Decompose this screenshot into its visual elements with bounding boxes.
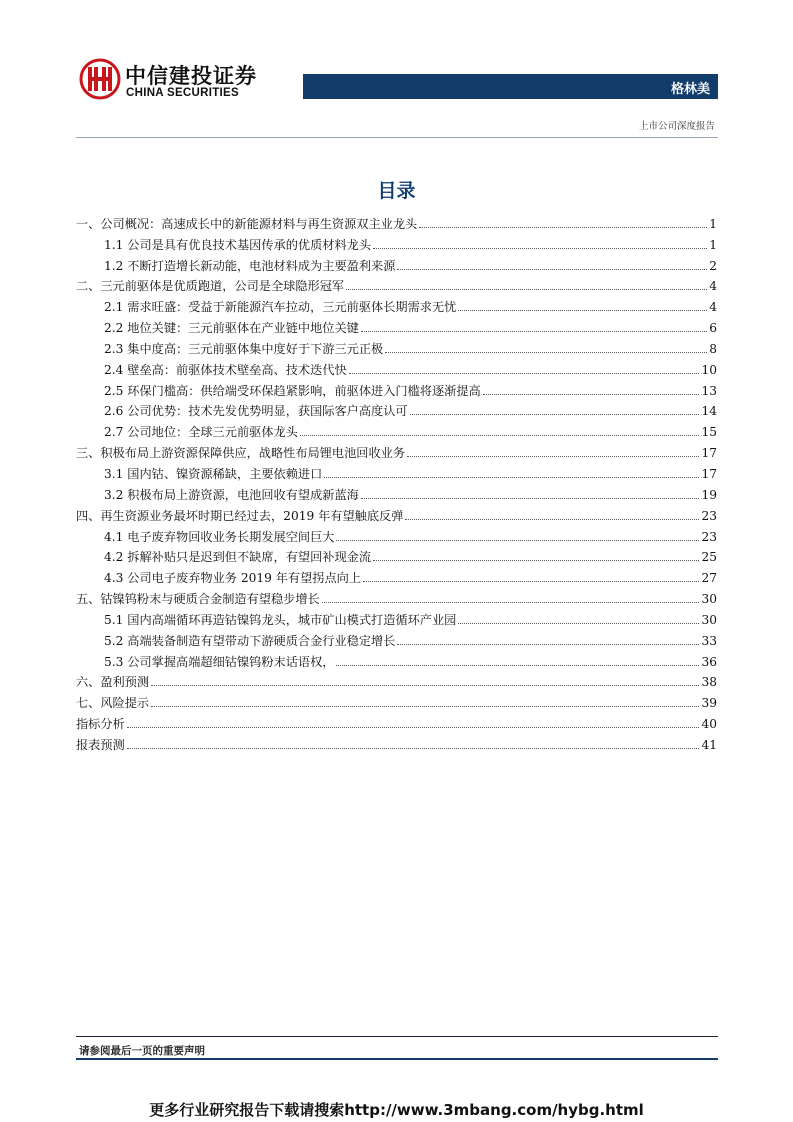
toc-page-number: 15: [701, 425, 717, 440]
toc-title: 目录: [377, 180, 416, 202]
toc-page-number: 13: [701, 383, 717, 398]
toc-dot-leader: [458, 309, 707, 311]
toc-page-number: 2: [709, 258, 717, 273]
toc-entry-label: 指标分析: [76, 717, 125, 732]
china-securities-logo: [79, 58, 309, 102]
toc-entry-label: 1.2 不断打造增长新动能，电池材料成为主要盈利来源: [104, 258, 396, 273]
toc-entry-label: 2.1 需求旺盛：受益于新能源汽车拉动，三元前驱体长期需求无忧: [104, 300, 457, 315]
toc-dot-leader: [349, 372, 700, 374]
toc-page-number: 30: [701, 592, 717, 607]
table-of-contents: [76, 210, 717, 752]
toc-page-number: 19: [701, 487, 717, 502]
toc-entry[interactable]: [76, 398, 717, 419]
toc-entry[interactable]: [76, 689, 717, 710]
toc-entry[interactable]: [76, 439, 717, 460]
toc-page-number: 39: [701, 696, 717, 711]
header-divider: [76, 137, 718, 138]
toc-page-number: 33: [701, 633, 717, 648]
toc-page-number: 10: [701, 362, 717, 377]
promo-text: 更多行业研究报告下载请搜索http://www.3mbang.com/hybg.html: [149, 1101, 644, 1119]
report-type: 上市公司深度报告: [638, 121, 715, 132]
toc-entry-label: 二、三元前驱体是优质跑道，公司是全球隐形冠军: [76, 279, 345, 294]
toc-dot-leader: [363, 580, 699, 582]
toc-entry[interactable]: [76, 627, 717, 648]
toc-entry-label: 七、风险提示: [76, 696, 150, 711]
toc-dot-leader: [483, 393, 700, 395]
toc-dot-leader: [346, 288, 707, 290]
toc-entry[interactable]: [76, 460, 717, 481]
toc-entry-label: 2.6 公司优势：技术先发优势明显，获国际客户高度认可: [104, 404, 408, 419]
toc-page-number: 30: [701, 612, 717, 627]
toc-dot-leader: [336, 539, 699, 541]
toc-entry-label: 5.1 国内高端循环再造钴镍钨龙头，城市矿山模式打造循环产业园: [104, 612, 457, 627]
toc-entry-label: 2.2 地位关键：三元前驱体在产业链中地位关键: [104, 321, 359, 336]
toc-page-number: 8: [709, 341, 717, 356]
disclaimer-note: 请参阅最后一页的重要声明: [79, 1045, 205, 1057]
toc-dot-leader: [397, 268, 707, 270]
toc-page-number: 4: [709, 279, 717, 294]
toc-dot-leader: [397, 643, 699, 645]
toc-entry-label: 2.4 壁垒高：前驱体技术壁垒高、技术迭代快: [104, 362, 347, 377]
toc-entry[interactable]: [76, 418, 717, 439]
toc-page-number: 14: [701, 404, 717, 419]
toc-entry[interactable]: [76, 648, 717, 669]
toc-dot-leader: [373, 559, 699, 561]
toc-entry[interactable]: [76, 731, 717, 752]
toc-page-number: 17: [701, 466, 717, 481]
toc-entry-label: 五、钴镍钨粉末与硬质合金制造有望稳步增长: [76, 592, 320, 607]
toc-dot-leader: [324, 476, 699, 478]
toc-entry[interactable]: [76, 606, 717, 627]
toc-entry[interactable]: [76, 210, 717, 231]
toc-entry[interactable]: [76, 252, 717, 273]
toc-dot-leader: [322, 601, 700, 603]
toc-dot-leader: [361, 497, 700, 499]
toc-dot-leader: [385, 351, 707, 353]
toc-page-number: 27: [701, 571, 717, 586]
toc-page-number: 25: [701, 550, 717, 565]
toc-page-number: 23: [701, 508, 717, 523]
toc-entry-label: 5.2 高端装备制造有望带动下游硬质合金行业稳定增长: [104, 633, 396, 648]
toc-entry[interactable]: [76, 523, 717, 544]
toc-entry-label: 4.3 公司电子废弃物业务 2019 年有望拐点向上: [104, 571, 362, 586]
toc-entry[interactable]: [76, 502, 717, 523]
toc-entry-label: 3.2 积极布局上游资源，电池回收有望成新蓝海: [104, 487, 359, 502]
footer-divider: [76, 1036, 718, 1037]
toc-page-number: 38: [701, 675, 717, 690]
toc-dot-leader: [407, 455, 699, 457]
footer-rule: [76, 1058, 718, 1060]
toc-dot-leader: [336, 664, 699, 666]
toc-page-number: 4: [709, 300, 717, 315]
toc-entry-label: 2.5 环保门槛高：供给端受环保趋紧影响，前驱体进入门槛将逐渐提高: [104, 383, 481, 398]
logo-chinese-name: 中信建投证券: [125, 64, 257, 88]
toc-page-number: 36: [701, 654, 717, 669]
header-bar: [303, 74, 718, 99]
toc-page-number: 6: [709, 321, 717, 336]
toc-entry[interactable]: [76, 335, 717, 356]
toc-entry-label: 报表预测: [76, 737, 125, 752]
toc-dot-leader: [151, 684, 699, 686]
toc-dot-leader: [151, 705, 699, 707]
toc-entry[interactable]: [76, 293, 717, 314]
toc-page-number: 1: [709, 216, 717, 231]
toc-dot-leader: [300, 434, 700, 436]
toc-entry[interactable]: [76, 481, 717, 502]
toc-page-number: 17: [701, 446, 717, 461]
toc-entry[interactable]: [76, 669, 717, 690]
toc-dot-leader: [127, 747, 700, 749]
toc-entry[interactable]: [76, 231, 717, 252]
toc-entry-label: 四、再生资源业务最坏时期已经过去，2019 年有望触底反弹: [76, 508, 404, 523]
toc-page-number: 40: [701, 717, 717, 732]
toc-entry[interactable]: [76, 314, 717, 335]
toc-entry[interactable]: [76, 544, 717, 565]
toc-entry-label: 3.1 国内钴、镍资源稀缺，主要依赖进口: [104, 466, 323, 481]
toc-page-number: 1: [709, 237, 717, 252]
toc-page-number: 23: [701, 529, 717, 544]
toc-dot-leader: [419, 226, 707, 228]
toc-dot-leader: [405, 518, 699, 520]
toc-entry-label: 2.7 公司地位：全球三元前驱体龙头: [104, 425, 298, 440]
toc-dot-leader: [373, 247, 707, 249]
toc-dot-leader: [361, 330, 707, 332]
toc-entry[interactable]: [76, 710, 717, 731]
toc-dot-leader: [410, 413, 700, 415]
toc-page-number: 41: [701, 737, 717, 752]
toc-entry[interactable]: [76, 564, 717, 585]
toc-entry-label: 三、积极布局上游资源保障供应，战略性布局锂电池回收业务: [76, 446, 406, 461]
toc-dot-leader: [458, 622, 699, 624]
toc-entry-label: 六、盈利预测: [76, 675, 150, 690]
toc-entry-label: 5.3 公司掌握高端超细钴镍钨粉末话语权，: [104, 654, 335, 669]
logo-english-name: CHINA SECURITIES: [126, 87, 239, 99]
china-securities-emblem-icon: [79, 58, 121, 100]
toc-entry-label: 1.1 公司是具有优良技术基因传承的优质材料龙头: [104, 237, 372, 252]
toc-entry-label: 4.2 拆解补贴只是迟到但不缺席，有望回补现金流: [104, 550, 372, 565]
toc-entry-label: 一、公司概况：高速成长中的新能源材料与再生资源双主业龙头: [76, 216, 418, 231]
toc-entry[interactable]: [76, 585, 717, 606]
toc-entry[interactable]: [76, 377, 717, 398]
toc-entry[interactable]: [76, 273, 717, 294]
company-name: 格林美: [670, 82, 710, 97]
toc-entry-label: 4.1 电子废弃物回收业务长期发展空间巨大: [104, 529, 335, 544]
toc-dot-leader: [127, 726, 700, 728]
toc-entry[interactable]: [76, 356, 717, 377]
toc-entry-label: 2.3 集中度高：三元前驱体集中度好于下游三元正极: [104, 341, 384, 356]
